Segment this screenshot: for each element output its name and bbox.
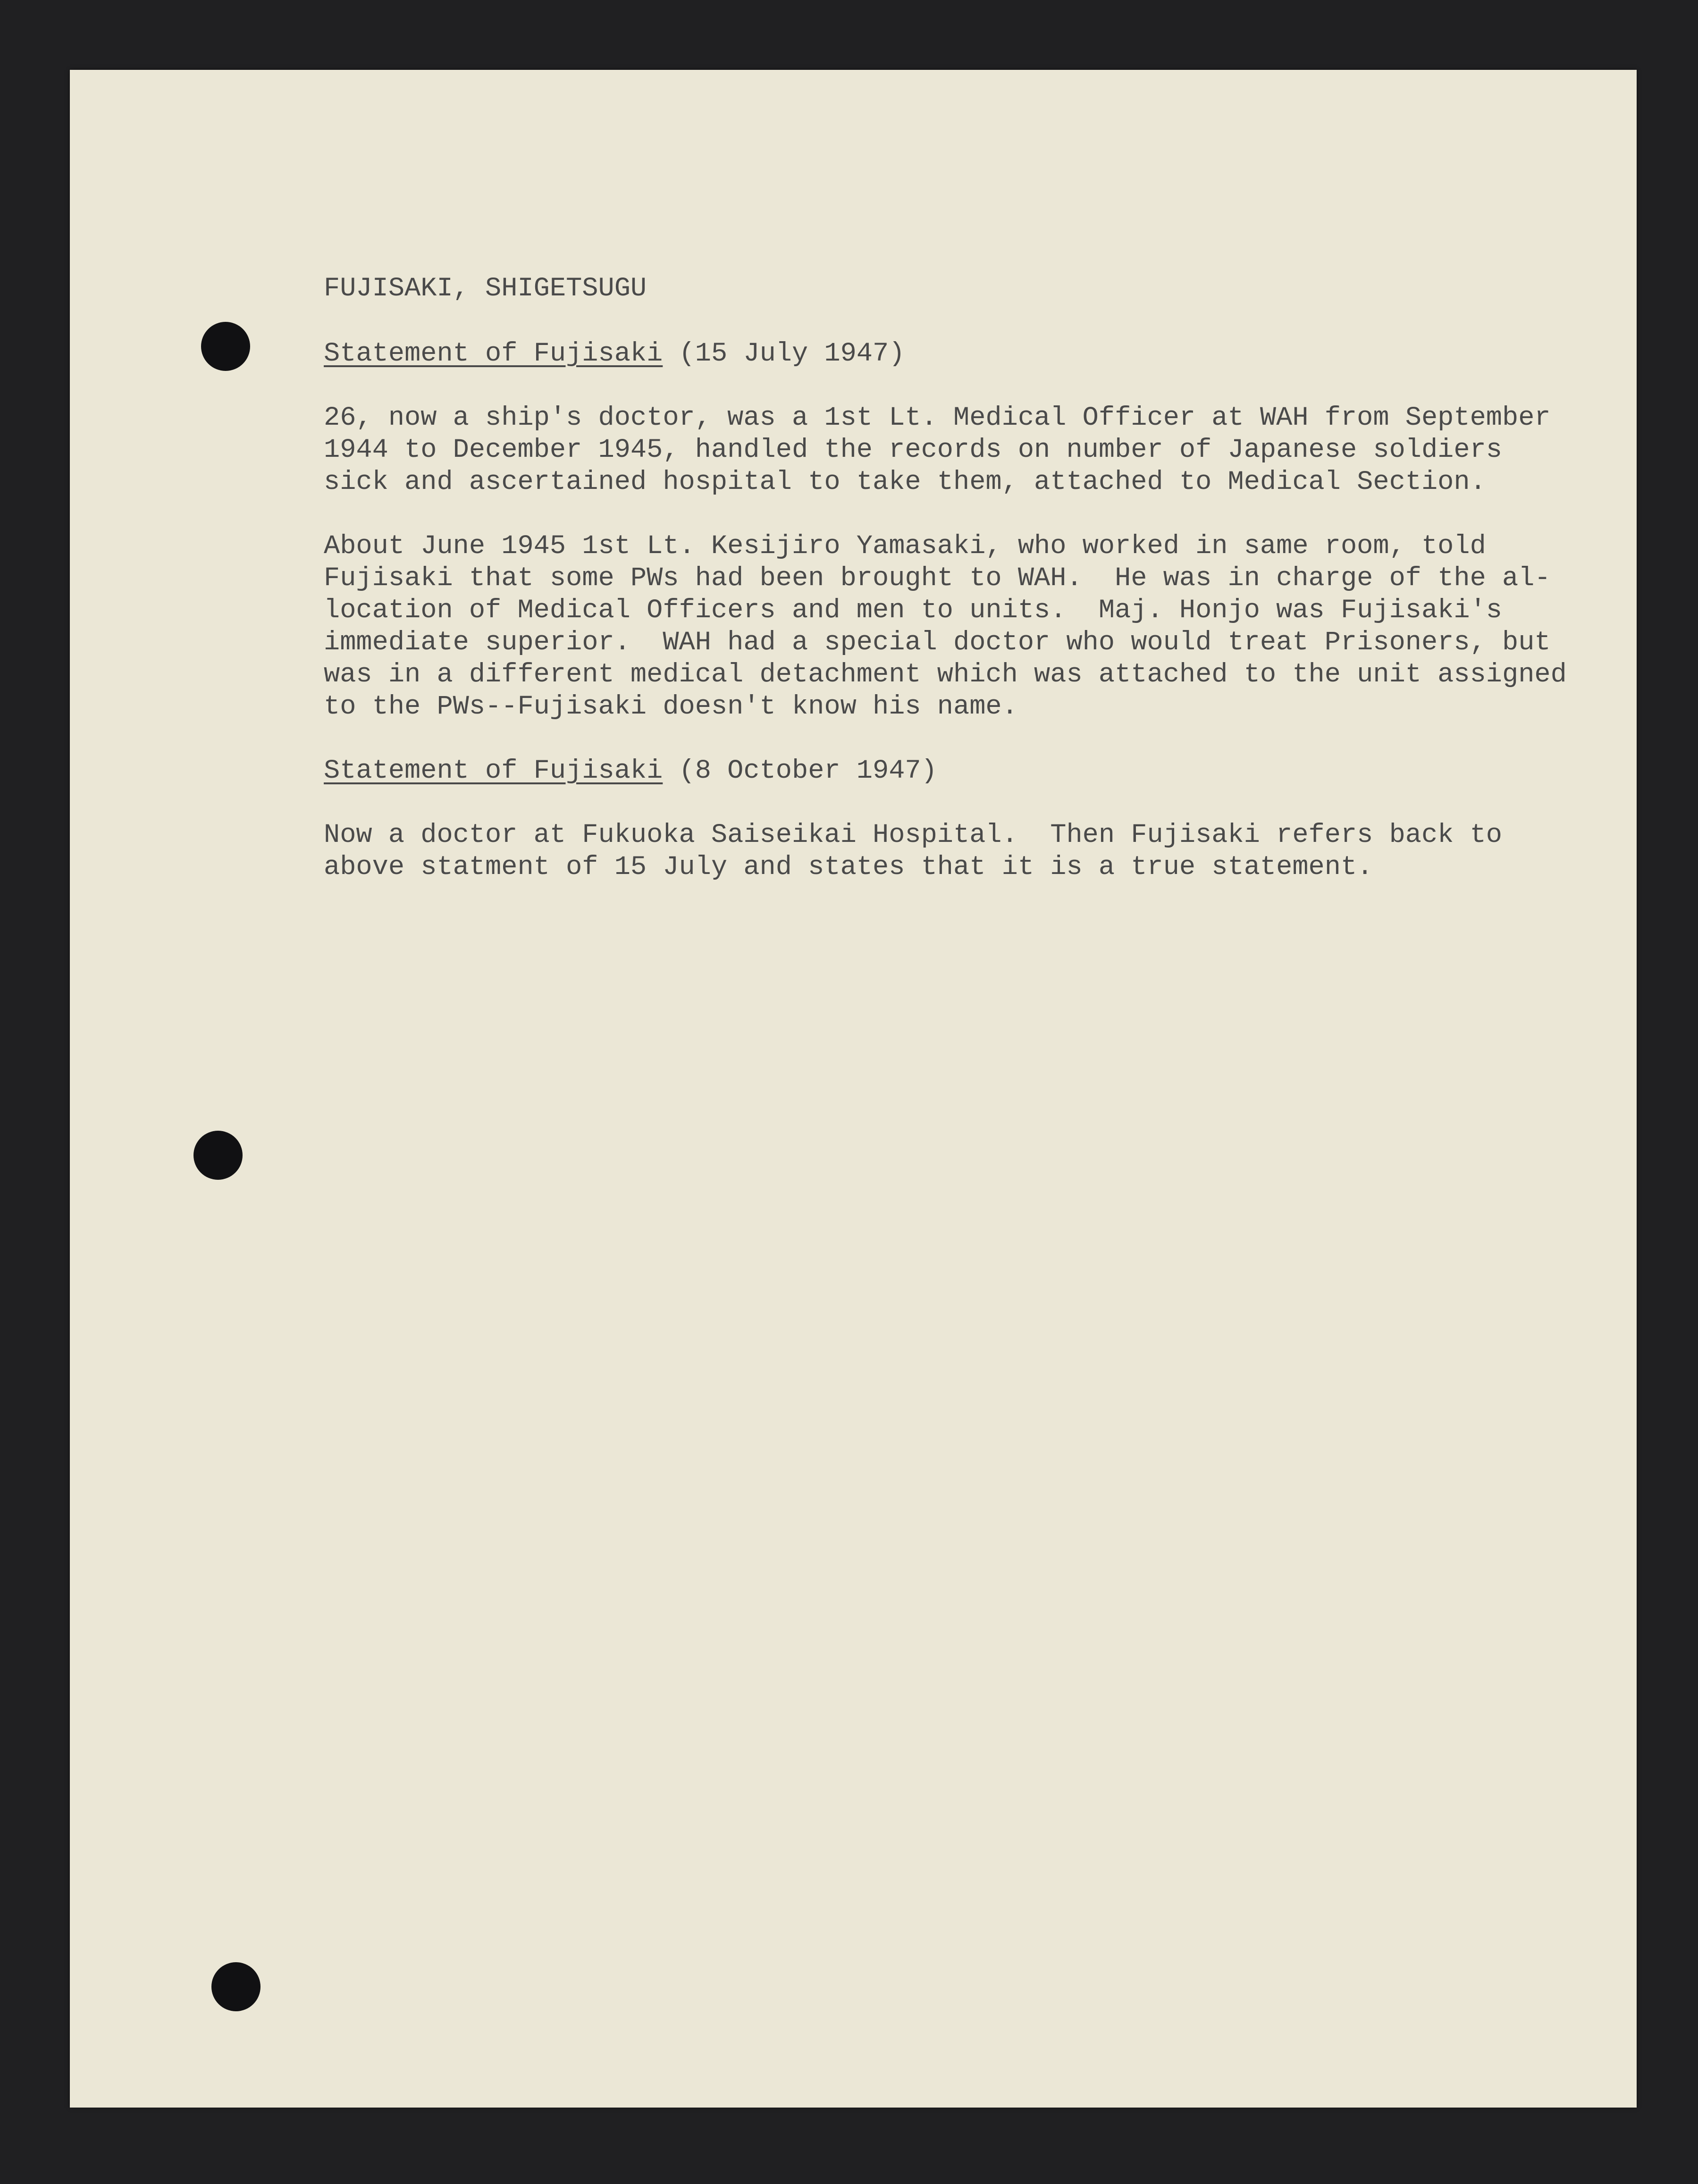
punch-hole-top — [201, 322, 250, 371]
statement-2-paragraph — [324, 819, 1502, 883]
statement-1-title-line — [324, 338, 905, 370]
document-page — [70, 70, 1637, 2108]
statement-1-paragraph — [324, 402, 1551, 498]
punch-hole-middle — [193, 1131, 243, 1180]
paragraph-line: immediate superior. WAH had a special doctor who would treat Prisoners, but — [324, 628, 1551, 658]
document-heading: FUJISAKI, SHIGETSUGU — [324, 274, 647, 304]
punch-hole-bottom — [211, 1962, 261, 2011]
statement-2-title-line — [324, 755, 937, 787]
statement-2-date: (8 October 1947) — [679, 756, 937, 786]
paragraph-line: Fujisaki that some PWs had been brought to WAH. He was in charge of the al- — [324, 563, 1551, 594]
paragraph-line: location of Medical Officers and men to units. Maj. Honjo was Fujisaki's — [324, 596, 1503, 626]
paragraph-line: sick and ascertained hospital to take them, attached to Medical Section. — [324, 467, 1486, 497]
paragraph-line: was in a different medical detachment which was attached to the unit assigned — [324, 660, 1567, 690]
statement-1-date: (15 July 1947) — [679, 339, 905, 369]
paragraph-line: About June 1945 1st Lt. Kesijiro Yamasaki, who worked in same room, told — [324, 531, 1486, 562]
paragraph-line: Now a doctor at Fukuoka Saiseikai Hospital. Then Fujisaki refers back to — [324, 820, 1503, 850]
paragraph-line: 26, now a ship's doctor, was a 1st Lt. Medical Officer at WAH from September — [324, 403, 1551, 433]
paragraph-line: 1944 to December 1945, handled the records on number of Japanese soldiers — [324, 435, 1503, 465]
paragraph-line: above statment of 15 July and states that it is a true statement. — [324, 852, 1373, 882]
statement-1-title: Statement of Fujisaki — [324, 339, 663, 369]
paragraph-line: to the PWs--Fujisaki doesn't know his name. — [324, 692, 1018, 722]
paragraph-2 — [324, 530, 1567, 723]
statement-2-title: Statement of Fujisaki — [324, 756, 663, 786]
